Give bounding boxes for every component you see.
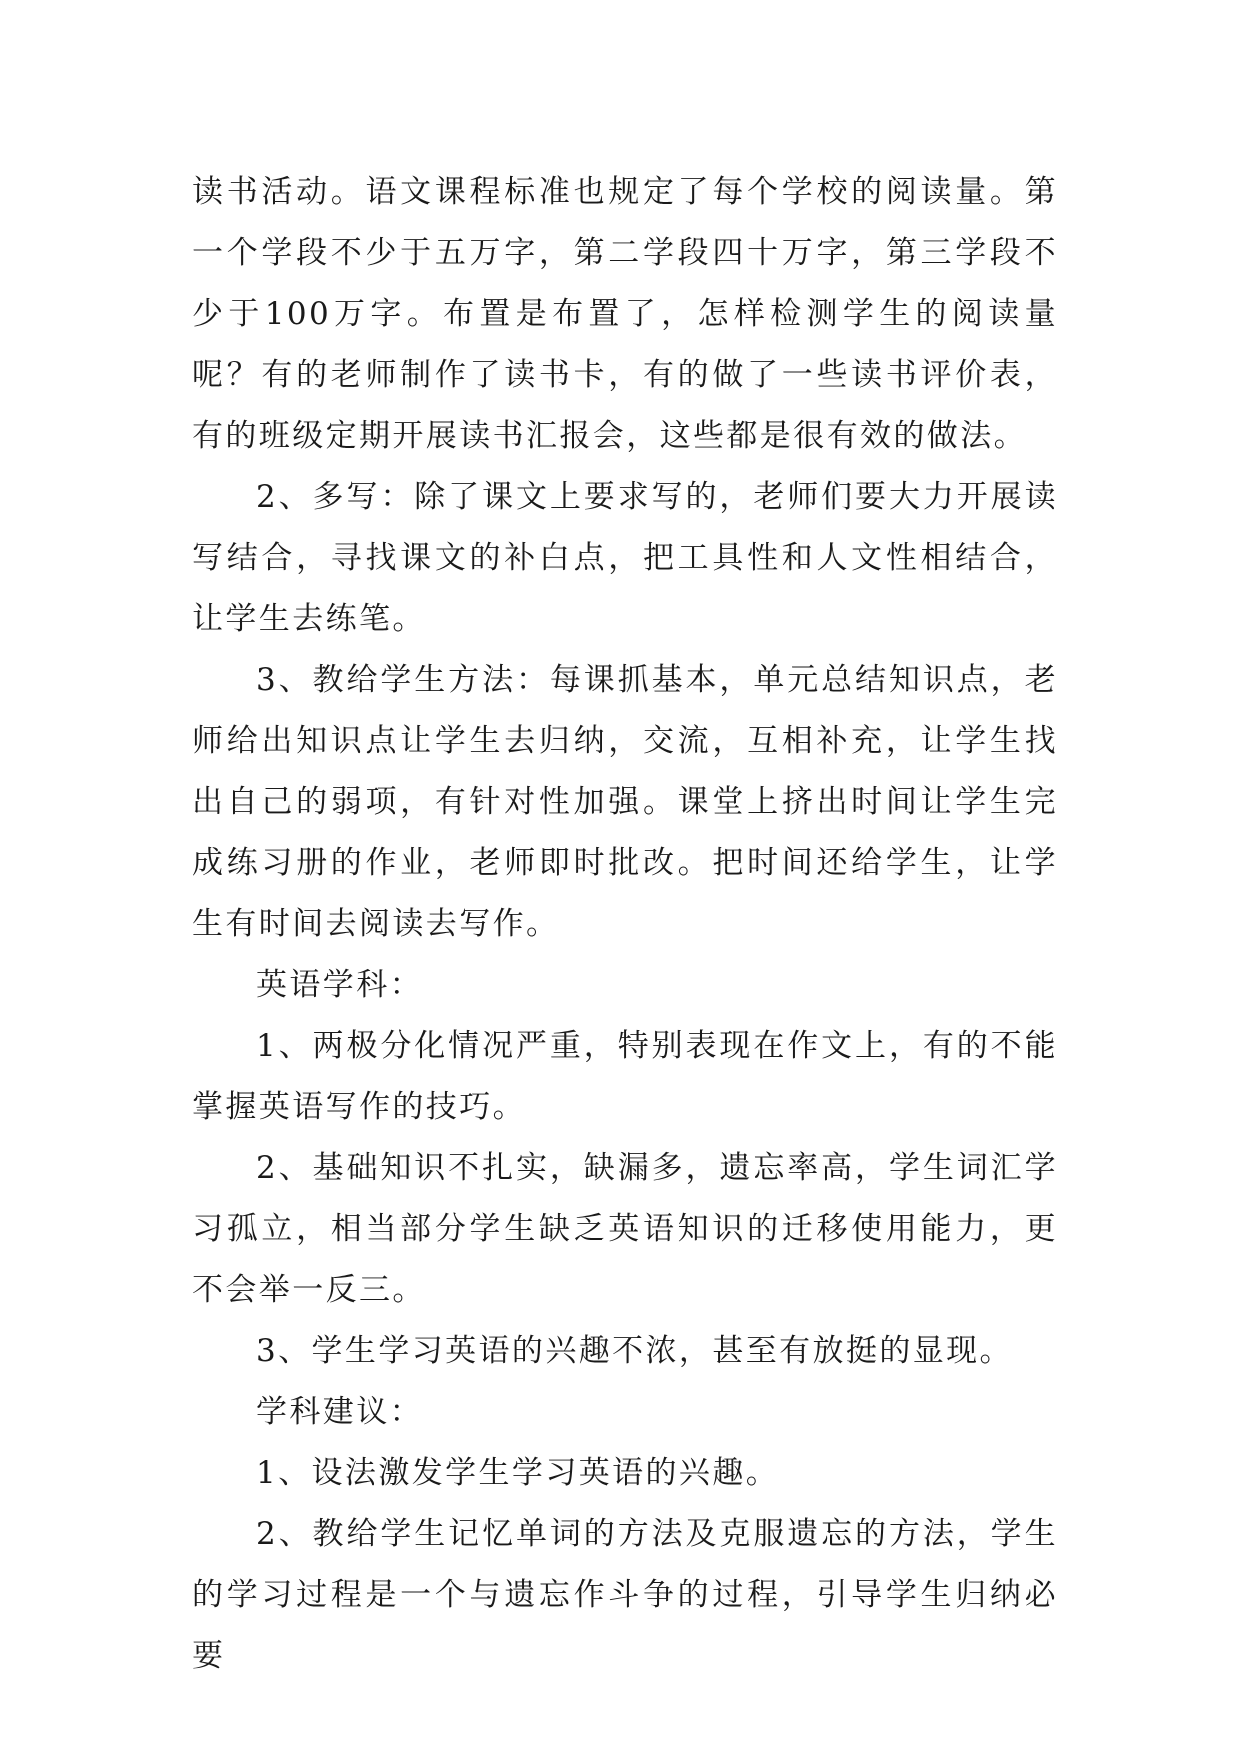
document-body xyxy=(192,162,1058,1687)
paragraph-write-more: 2、多写：除了课文上要求写的，老师们要大力开展读写结合，寻找课文的补白点，把工具性和人文性相结合，让学生去练笔。 xyxy=(192,479,1058,637)
paragraph-polarization: 1、两极分化情况严重，特别表现在作文上，有的不能掌握英语写作的技巧。 xyxy=(192,1028,1058,1125)
paragraph-stimulate-interest: 1、设法激发学生学习英语的兴趣。 xyxy=(256,1455,780,1491)
paragraph-weak-basics: 2、基础知识不扎实，缺漏多，遗忘率高，学生词汇学习孤立，相当部分学生缺乏英语知识的迁移使用能力，更不会举一反三。 xyxy=(192,1150,1058,1308)
section-heading-suggestions: 学科建议： xyxy=(256,1394,423,1430)
paragraph-low-interest: 3、学生学习英语的兴趣不浓，甚至有放挺的显现。 xyxy=(256,1333,1013,1369)
paragraph-memory-methods: 2、教给学生记忆单词的方法及克服遗忘的方法，学生的学习过程是一个与遗忘作斗争的过程，引导学生归纳必要 xyxy=(192,1516,1058,1674)
section-heading-english: 英语学科： xyxy=(256,967,423,1003)
paragraph-teach-methods: 3、教给学生方法：每课抓基本，单元总结知识点，老师给出知识点让学生去归纳，交流，互相补充，让学生找出自己的弱项，有针对性加强。课堂上挤出时间让学生完成练习册的作业，老师即时批改。把时间还给学生，让学生有时间去阅读去写作。 xyxy=(192,662,1058,942)
paragraph-reading-activity: 读书活动。语文课程标准也规定了每个学校的阅读量。第一个学段不少于五万字，第二学段四十万字，第三学段不少于100万字。布置是布置了，怎样检测学生的阅读量呢？有的老师制作了读书卡，有的做了一些读书评价表，有的班级定期开展读书汇报会，这些都是很有效的做法。 xyxy=(192,174,1058,454)
